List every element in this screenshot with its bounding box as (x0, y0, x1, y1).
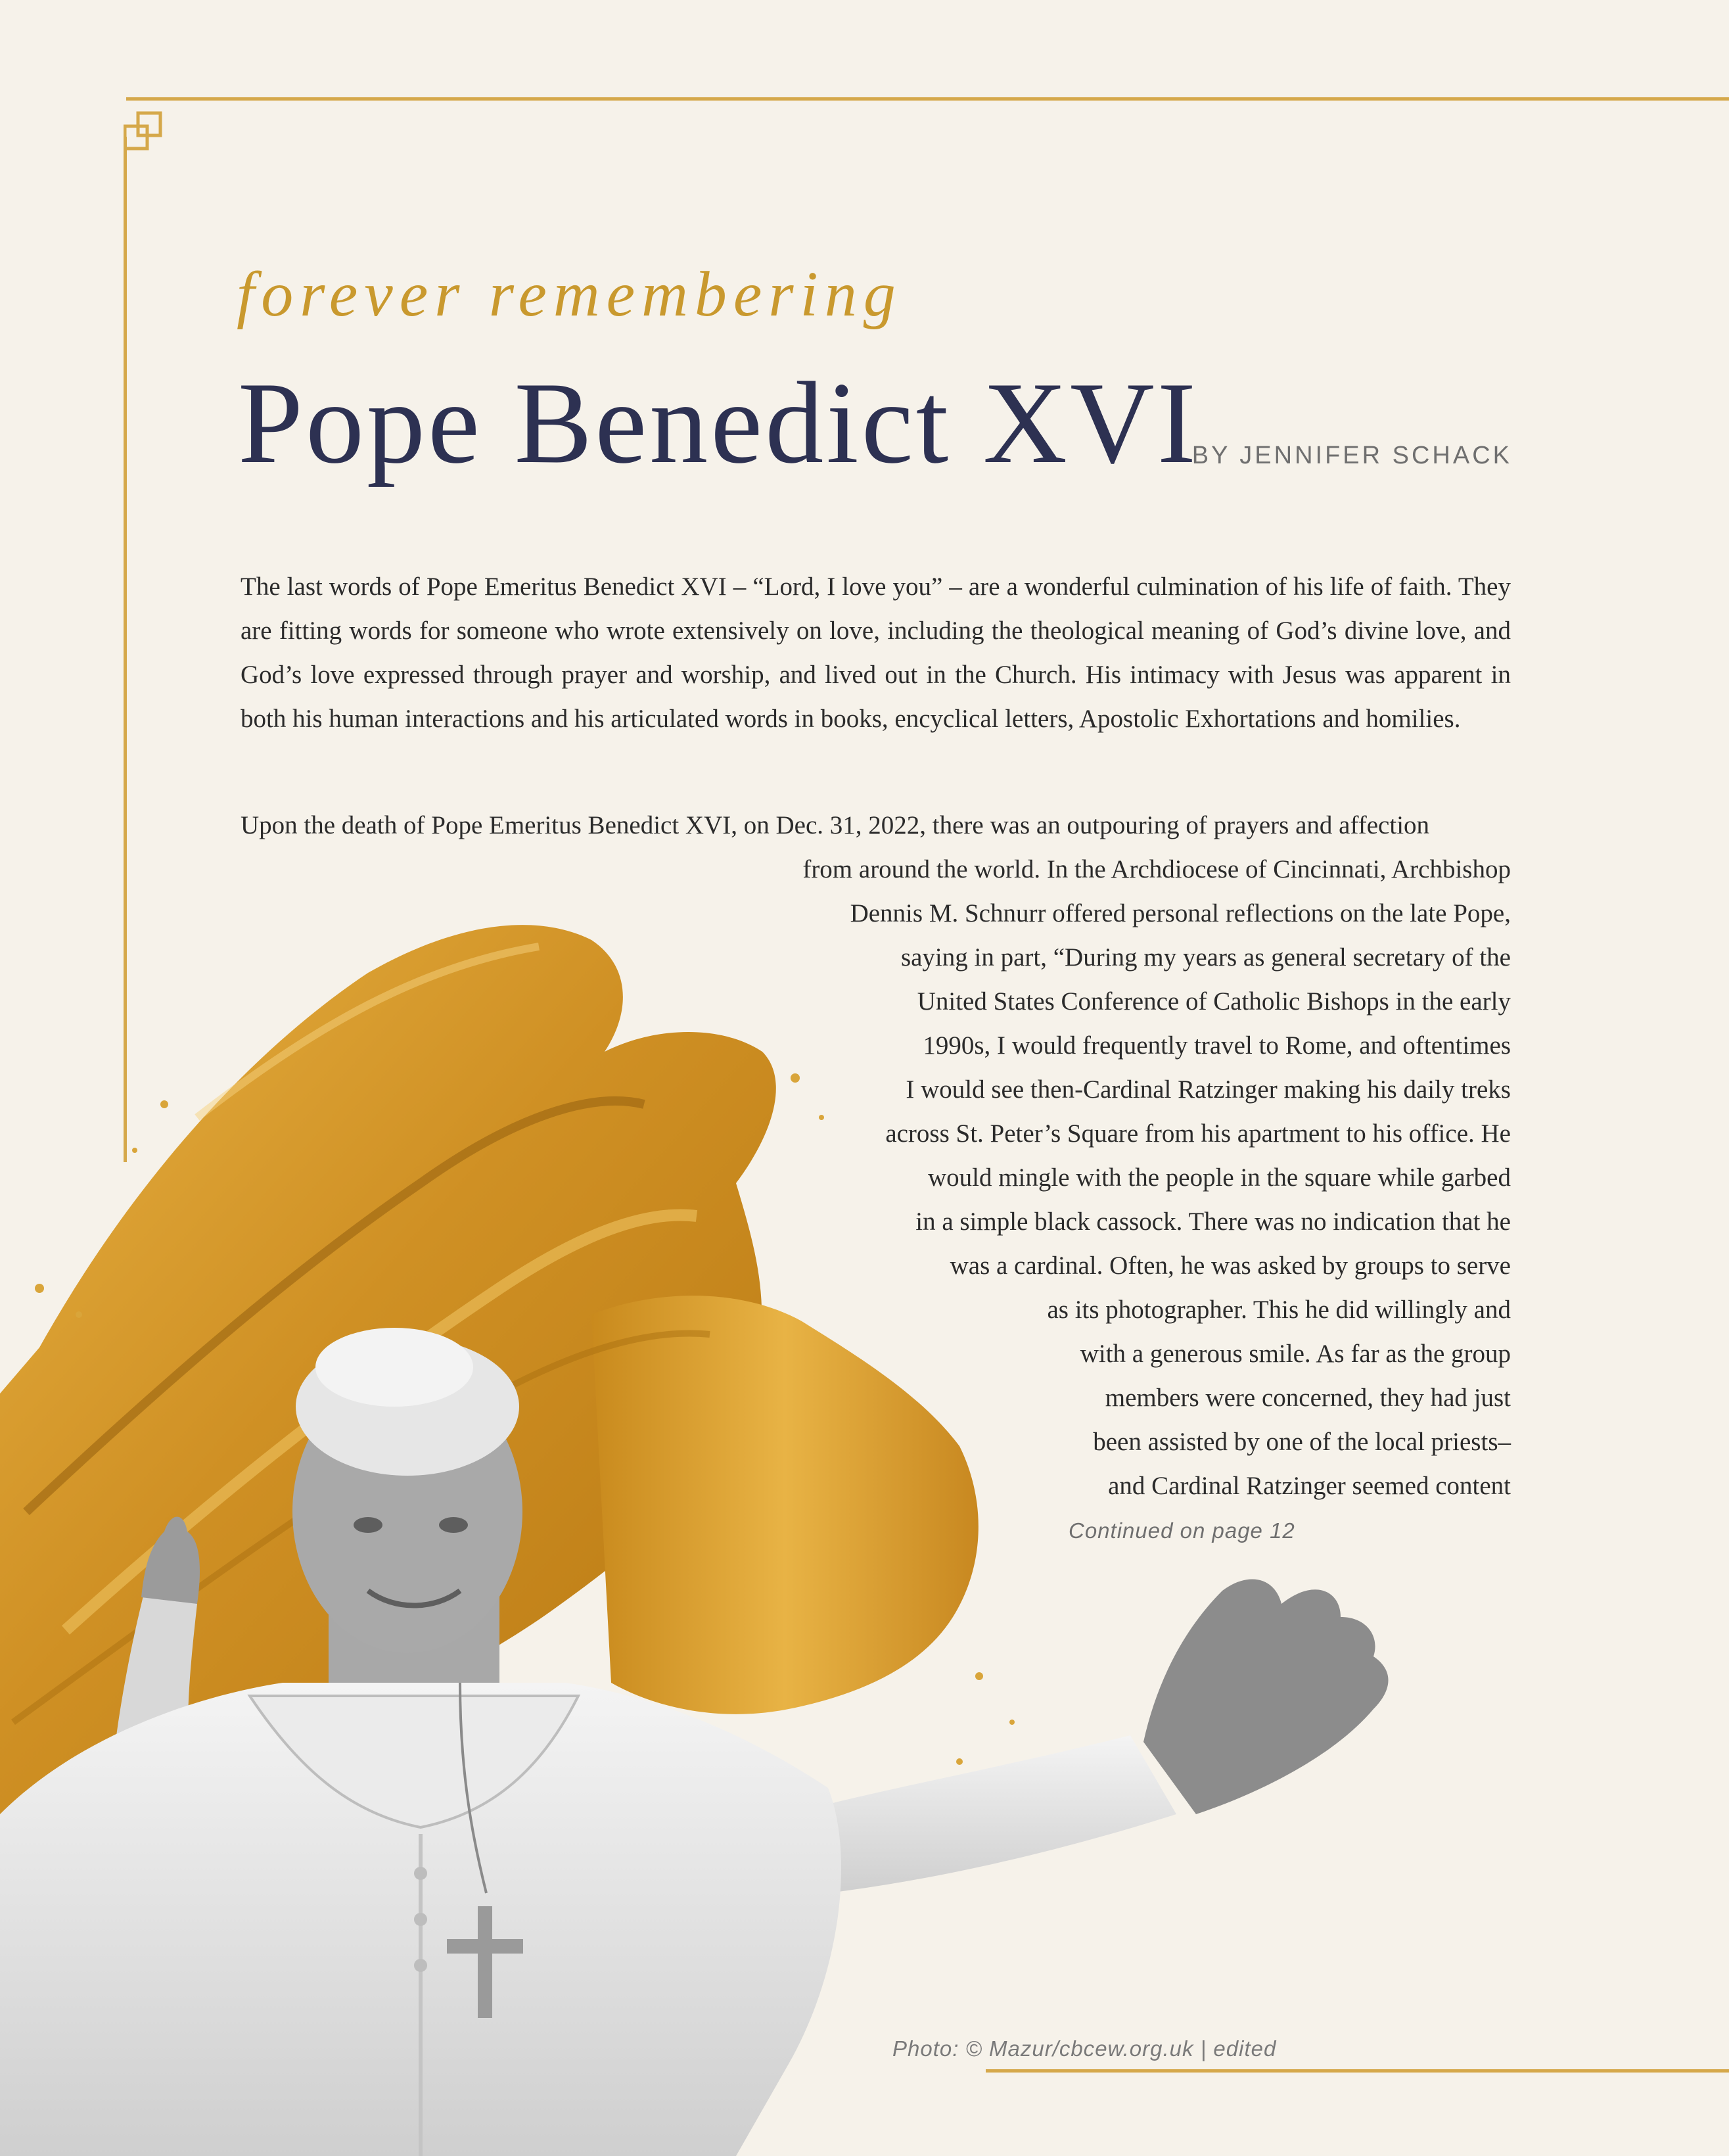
paragraph-2-line: across St. Peter’s Square from his apartment to his office. He (885, 1119, 1511, 1148)
paragraph-2-line: Upon the death of Pope Emeritus Benedict XVI, on Dec. 31, 2022, there was an outpouring of prayers and affection (241, 811, 1430, 839)
paragraph-2-line: saying in part, “During my years as general secretary of the (900, 943, 1511, 972)
paragraph-2-line: and Cardinal Ratzinger seemed content (1108, 1472, 1511, 1500)
paragraph-2-line: would mingle with the people in the square while garbed (927, 1163, 1511, 1192)
paragraph-2-line: I would see then-Cardinal Ratzinger making his daily treks (906, 1075, 1511, 1104)
byline: BY JENNIFER SCHACK (1191, 442, 1512, 469)
paragraph-2-line: been assisted by one of the local priests– (1093, 1428, 1511, 1456)
paragraph-2-line: with a generous smile. As far as the group (1080, 1340, 1511, 1368)
paragraph-2-line: was a cardinal. Often, he was asked by groups to serve (950, 1252, 1511, 1280)
paragraph-2-line: Dennis M. Schnurr offered personal reflections on the late Pope, (850, 899, 1511, 927)
paragraph-2-line: from around the world. In the Archdiocese of Cincinnati, Archbishop (802, 855, 1511, 883)
paragraph-2-line: 1990s, I would frequently travel to Rome, and oftentimes (923, 1031, 1511, 1060)
body-paragraph-2 (241, 803, 1511, 1508)
continued-note: Continued on page 12 (1069, 1518, 1295, 1543)
paragraph-2-line: members were concerned, they had just (1105, 1384, 1511, 1412)
body-paragraph-1: The last words of Pope Emeritus Benedict XVI – “Lord, I love you” – are a wonderful culmination of his life of faith. They are fitting words for someone who wrote extensively on love, including the theological meaning of God’s divine love, and God’s love expressed through prayer and worship, and lived out in the Church. His intimacy with Jesus was apparent in both his human interactions and his articulated words in books, encyclical letters, Apostolic Exhortations and homilies. (241, 573, 1511, 733)
paragraph-2-line: as its photographer. This he did willingly and (1047, 1296, 1511, 1324)
kicker-label: forever remembering (237, 259, 902, 330)
paragraph-2-line: United States Conference of Catholic Bishops in the early (917, 987, 1511, 1016)
page-title: Pope Benedict XVI (238, 358, 1199, 488)
paragraph-2-line: in a simple black cassock. There was no indication that he (915, 1207, 1511, 1236)
photo-credit: Photo: © Mazur/cbcew.org.uk | edited (892, 2036, 1277, 2061)
